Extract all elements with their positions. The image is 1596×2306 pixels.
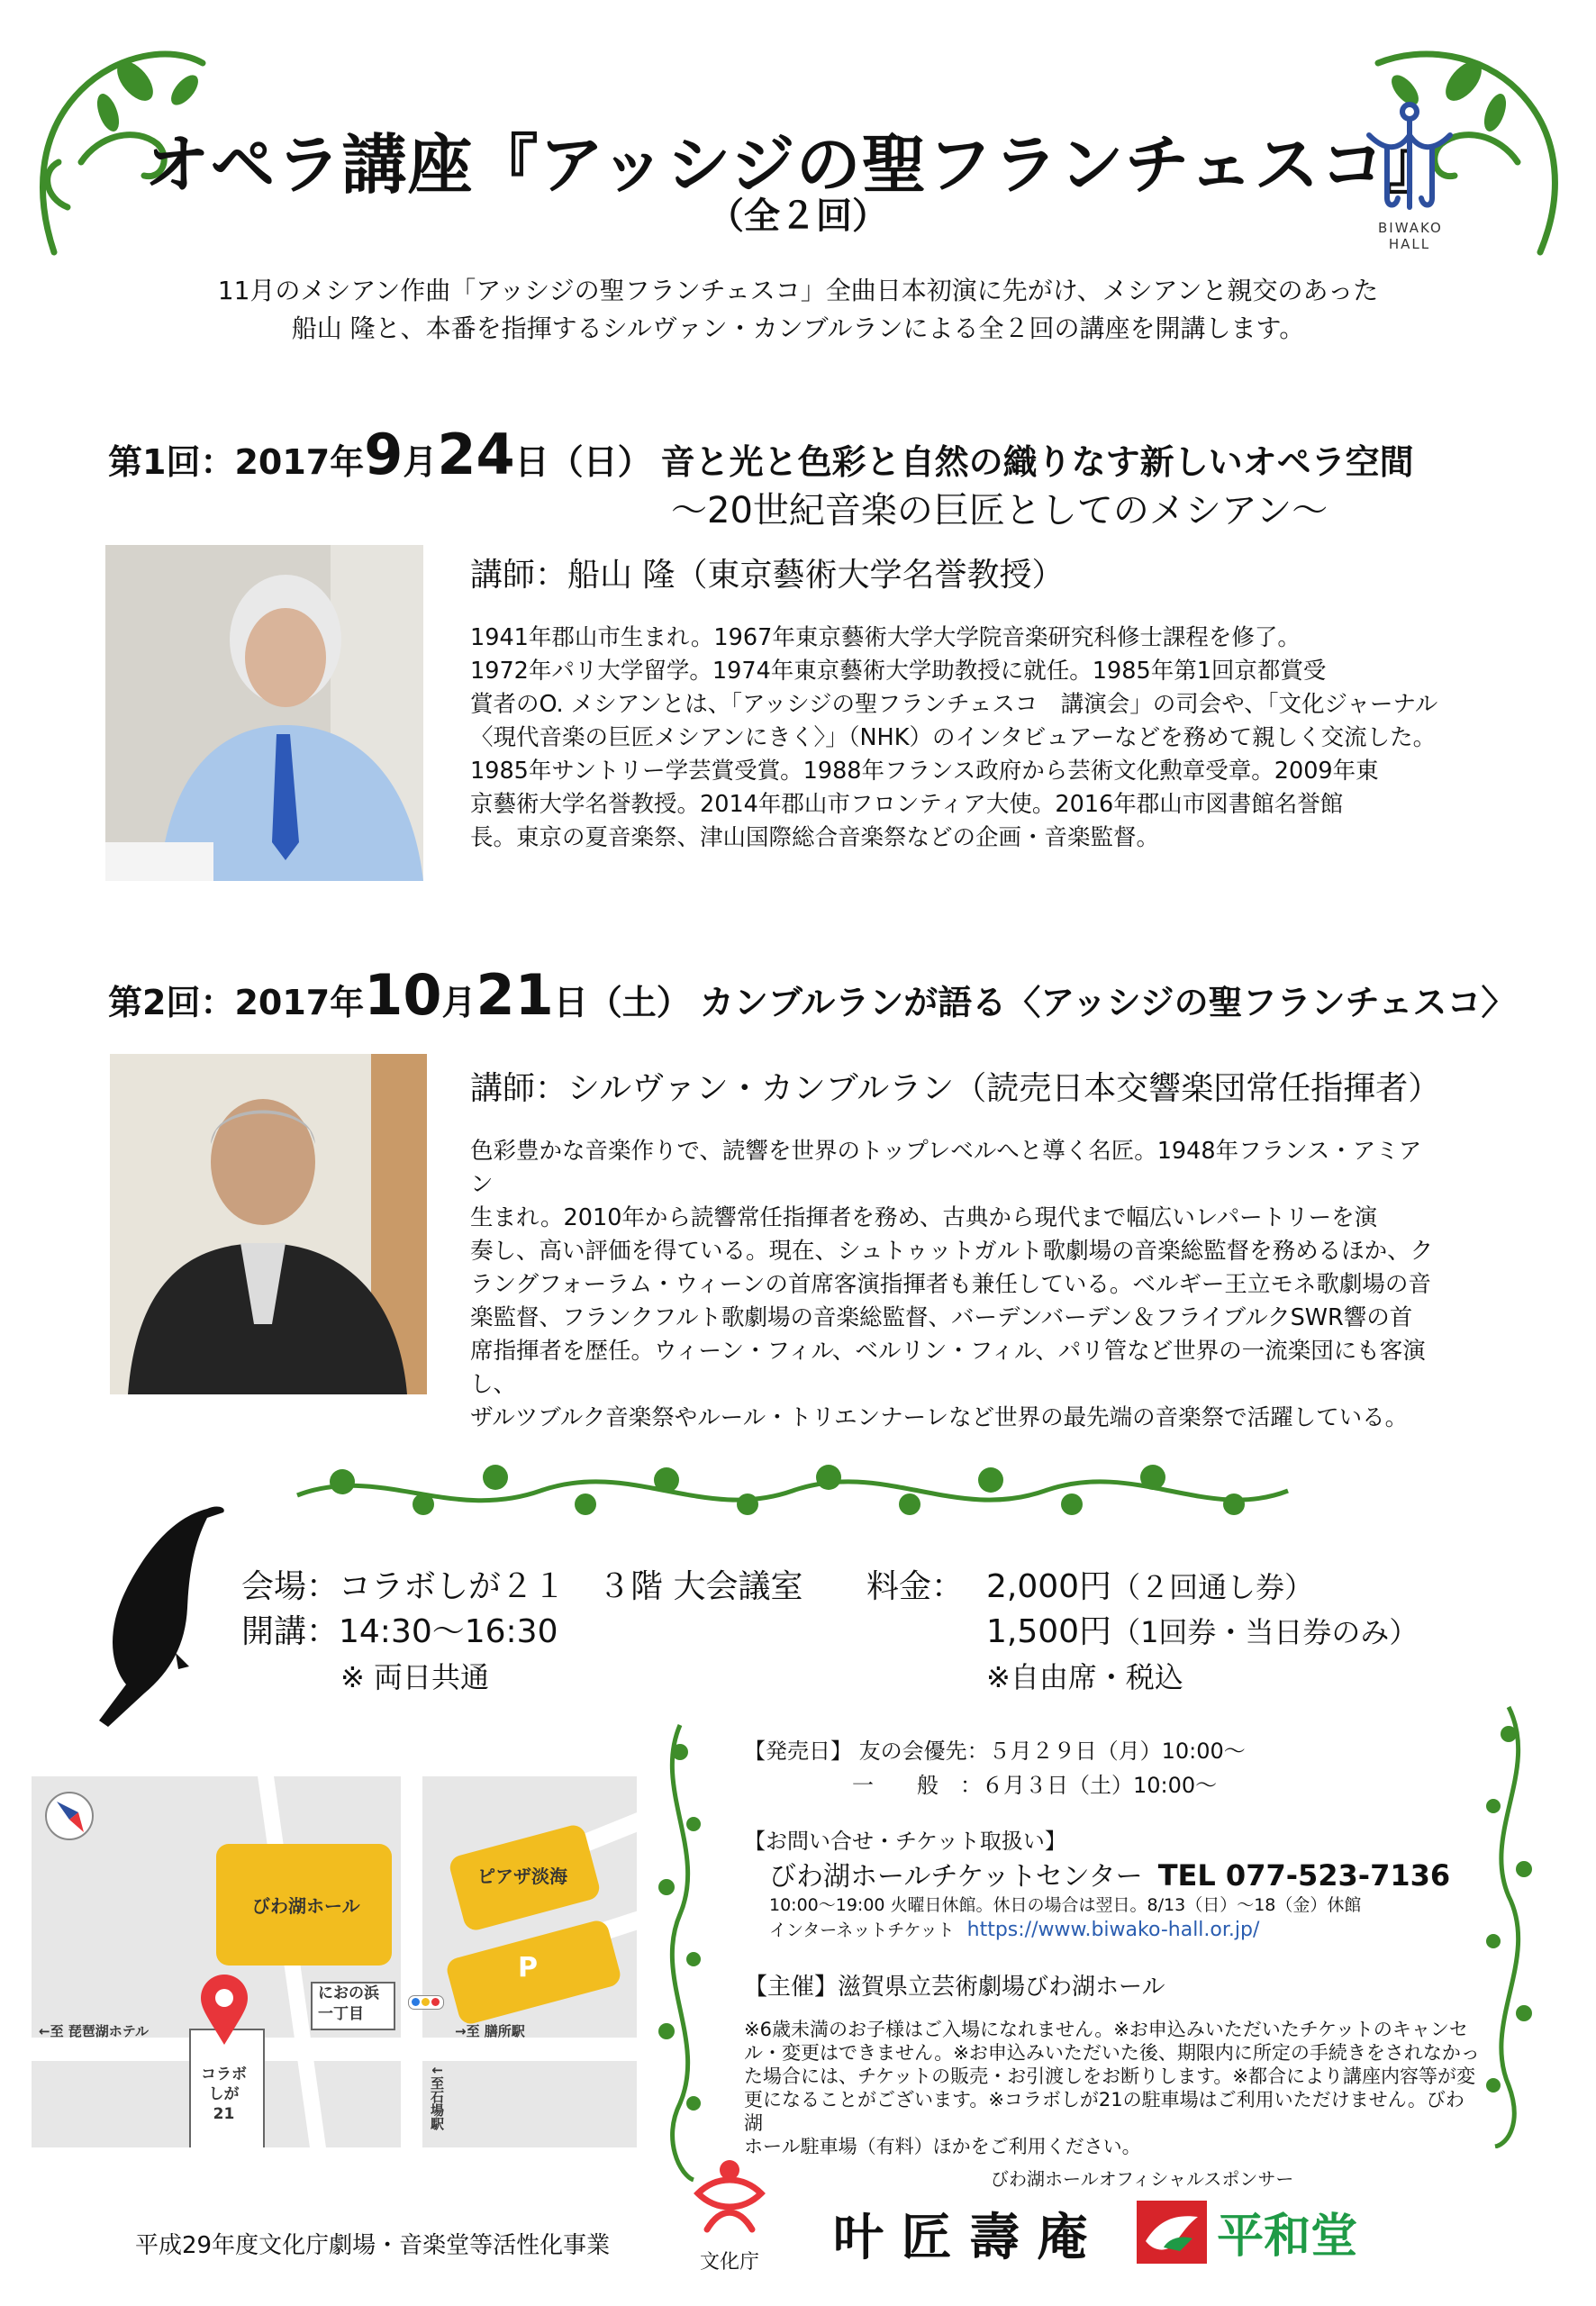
biwako-hall-logo — [1360, 99, 1459, 252]
biwako-hall-logo-icon — [1360, 99, 1459, 216]
ticket-tel: TEL 077-523-7136 — [1157, 1858, 1451, 1893]
map-piazza-label: ピアザ淡海 — [477, 1866, 567, 1887]
fee-note: ※自由席・税込 — [986, 1660, 1183, 1694]
sponsor-kanou: 叶 匠 壽 庵 — [833, 2208, 1088, 2267]
access-map — [32, 1776, 637, 2147]
lecturer2-name: 講師：シルヴァン・カンブルラン（読売日本交響楽団常任指揮者） — [470, 1070, 1441, 1107]
note-line: 更になることがございます。※コラボしが21の駐車場はご利用いただけません。びわ湖 — [744, 2089, 1465, 2134]
session1-heading — [108, 422, 1414, 487]
footer-program-text: 平成29年度文化庁劇場・音楽堂等活性化事業 — [135, 2232, 611, 2259]
map-parking-label: P — [518, 1952, 538, 1984]
internet-line — [769, 1917, 1259, 1941]
note-line: ホール駐車場（有料）ほかをご利用ください。 — [744, 2136, 1141, 2157]
vine-divider-icon — [288, 1455, 1297, 1527]
bio-line: 1972年パリ大学留学。1974年東京藝術大学助教授に就任。1985年第1回京都賞受 — [470, 658, 1327, 685]
map-collabo-label: コラボ しが 21 — [201, 2065, 247, 2123]
lecturer1-bio — [470, 622, 1443, 855]
bio-line: ザルツブルク音楽祭やルール・トリエンナーレなど世界の最先端の音楽祭で活躍している。 — [470, 1404, 1409, 1431]
sponsor-caption: びわ湖ホールオフィシャルスポンサー — [991, 2168, 1294, 2190]
sale-label: 【発売日】 — [744, 1739, 852, 1764]
fee1-price: 2,000円 — [986, 1568, 1112, 1605]
session2-day: 21 — [476, 962, 554, 1028]
intro-text — [0, 272, 1596, 348]
session2-label: 第2回：2017年 — [108, 983, 365, 1022]
bio-line: 楽監督、フランクフルト歌劇場の音楽総監督、バーデンバーデン＆フライブルクSWR響の首 — [470, 1304, 1413, 1331]
session2-month-unit: 月 — [441, 983, 476, 1022]
lecturer2-photo — [110, 1054, 427, 1394]
bio-line: 奏し、高い評価を得ている。現在、シュトゥットガルト歌劇場の音楽総監督を務めるほか、ク — [470, 1238, 1434, 1265]
ticket-center: びわ湖ホールチケットセンター — [769, 1861, 1143, 1893]
session1-title: 音と光と色彩と自然の織りなす新しいオペラ空間 — [660, 442, 1414, 482]
bio-line: 長。東京の夏音楽祭、津山国際総合音楽祭などの企画・音楽監督。 — [470, 824, 1160, 851]
lecturer2-portrait-icon — [110, 1054, 427, 1394]
session1-month-unit: 月 — [403, 442, 438, 482]
venue-line: 会場：コラボしが２１ ３階 大会議室 — [241, 1568, 803, 1605]
agency-logo-icon — [689, 2157, 770, 2243]
time-line: 開講：14:30～16:30 — [241, 1613, 558, 1650]
heiwado-dove-icon — [1137, 2201, 1207, 2264]
intro-line: 11月のメシアン作曲「アッシジの聖フランチェスコ」全曲日本初演に先がけ、メシアンと親交のあった — [217, 276, 1379, 305]
sponsor-heiwado — [1137, 2198, 1357, 2265]
session2-day-unit: 日 — [553, 983, 588, 1022]
sale-line1: 友の会優先：５月２９日（月）10:00～ — [858, 1739, 1246, 1764]
bird-silhouette-icon — [72, 1491, 230, 1730]
lecturer1-portrait-icon — [105, 545, 423, 881]
page-title: オペラ講座『アッシジの聖フランチェスコ』 — [144, 127, 1452, 203]
bio-line: 〈現代音楽の巨匠メシアンにきく〉」（NHK）のインタビュアーなどを務めて親しく交流した。 — [470, 724, 1437, 751]
traffic-light-icon — [408, 1995, 444, 2010]
venue-block — [241, 1565, 803, 1700]
contact-label: 【お問い合せ・チケット取扱い】 — [744, 1829, 1066, 1854]
lecturer1-photo — [105, 545, 423, 881]
notes-block — [744, 2018, 1483, 2158]
ticket-url[interactable]: https://www.biwako-hall.or.jp/ — [966, 1919, 1260, 1941]
biwako-hall-logo-text: BIWAKO HALL — [1378, 220, 1443, 252]
map-to-ishiba: ↓至石場駅 — [429, 2065, 445, 2130]
fee-label: 料金： — [866, 1568, 965, 1605]
lecturer1-name: 講師：船山 隆（東京藝術大学名誉教授） — [470, 557, 1065, 594]
map-road — [401, 1776, 422, 2147]
bio-line: ラングフォーラム・ウィーンの首席客演指揮者も兼任している。ベルギー王立モネ歌劇場の音 — [470, 1271, 1431, 1298]
sales-block — [744, 1734, 1246, 1802]
agency-logo — [685, 2157, 775, 2283]
session2-month: 10 — [364, 962, 442, 1028]
session1-day-unit: 日 — [514, 442, 549, 482]
bio-line: 京藝術大学名誉教授。2014年郡山市フロンティア大使。2016年郡山市図書館名誉館 — [470, 791, 1344, 818]
contact-line — [769, 1854, 1450, 1893]
organizer: 【主催】滋賀県立芸術劇場びわ湖ホール — [744, 1974, 1165, 2001]
bio-line: 賞者のO. メシアンとは、「アッシジの聖フランチェスコ 講演会」の司会や、「文化ジャーナル — [470, 691, 1438, 718]
map-crossing-label: におの浜 一丁目 — [318, 1984, 379, 2023]
fee2-note: （1回券・当日券のみ） — [1111, 1615, 1419, 1649]
bio-line: 1985年サントリー学芸賞受賞。1988年フランス政府から芸術文化勲章受章。2009年東 — [470, 758, 1379, 785]
bio-line: 席指揮者を歴任。ウィーン・フィル、ベルリン・フィル、パリ管など世界の一流楽団にも客演し、 — [470, 1338, 1426, 1398]
internet-label: インターネットチケット — [769, 1920, 955, 1940]
bio-line: 色彩豊かな音楽作りで、読響を世界のトップレベルへと導く名匠。1948年フランス・アミアン — [470, 1138, 1422, 1198]
bio-line: 1941年郡山市生まれ。1967年東京藝術大学大学院音楽研究科修士課程を修了。 — [470, 624, 1301, 651]
note-line: た場合には、チケットの販売・お引渡しをお断りします。※都合により講座内容等が変 — [744, 2065, 1476, 2087]
bio-line: 生まれ。2010年から読響常任指揮者を務め、古典から現代まで幅広いレパートリーを演 — [470, 1204, 1378, 1231]
fee-block — [986, 1565, 1418, 1700]
session2-heading — [108, 962, 1516, 1028]
lecturer2-bio — [470, 1135, 1443, 1435]
session2-title: カンブルランが語る〈アッシジの聖フランチェスコ〉 — [699, 983, 1516, 1022]
session1-weekday: （日） — [549, 442, 652, 482]
compass-icon — [42, 1789, 96, 1843]
panel-vine-left-icon — [644, 1716, 716, 2184]
common-note: ※ 両日共通 — [340, 1660, 489, 1694]
map-to-hotel: ←至 琵琶湖ホテル — [39, 2023, 150, 2039]
note-line: ル・変更はできません。※お申込みいただいた後、期限内に所定の手続きをされなかっ — [744, 2042, 1480, 2064]
session1-day: 24 — [437, 422, 515, 487]
map-road — [32, 2038, 637, 2061]
sale-line2: 一 般 ：６月３日（土）10:00～ — [852, 1773, 1218, 1798]
heiwado-name: 平和堂 — [1217, 2210, 1358, 2264]
fee1-note: （２回通し券） — [1111, 1570, 1314, 1604]
note-line: ※6歳未満のお子様はご入場になれません。※お申込みいただいたチケットのキャンセ — [744, 2019, 1468, 2040]
fee2-price: 1,500円 — [986, 1613, 1112, 1650]
session2-weekday: （土） — [587, 983, 691, 1022]
session1-subtitle: ～20世紀音楽の巨匠としてのメシアン～ — [671, 490, 1328, 531]
map-to-zeze: →至 膳所駅 — [455, 2023, 525, 2039]
agency-logo-text: 文化庁 — [699, 2251, 759, 2274]
ticket-hours: 10:00～19:00 火曜日休館。休日の場合は翌日。8/13（日）～18（金）休館 — [769, 1895, 1362, 1915]
session1-month: 9 — [364, 422, 404, 487]
page-subtitle: （全２回） — [708, 195, 888, 237]
location-pin-icon — [199, 1975, 249, 2047]
map-biwako-hall-label: びわ湖ホール — [252, 1895, 360, 1917]
intro-line: 船山 隆と、本番を指揮するシルヴァン・カンブルランによる全２回の講座を開講します。 — [291, 313, 1305, 343]
session1-label: 第1回：2017年 — [108, 442, 365, 482]
